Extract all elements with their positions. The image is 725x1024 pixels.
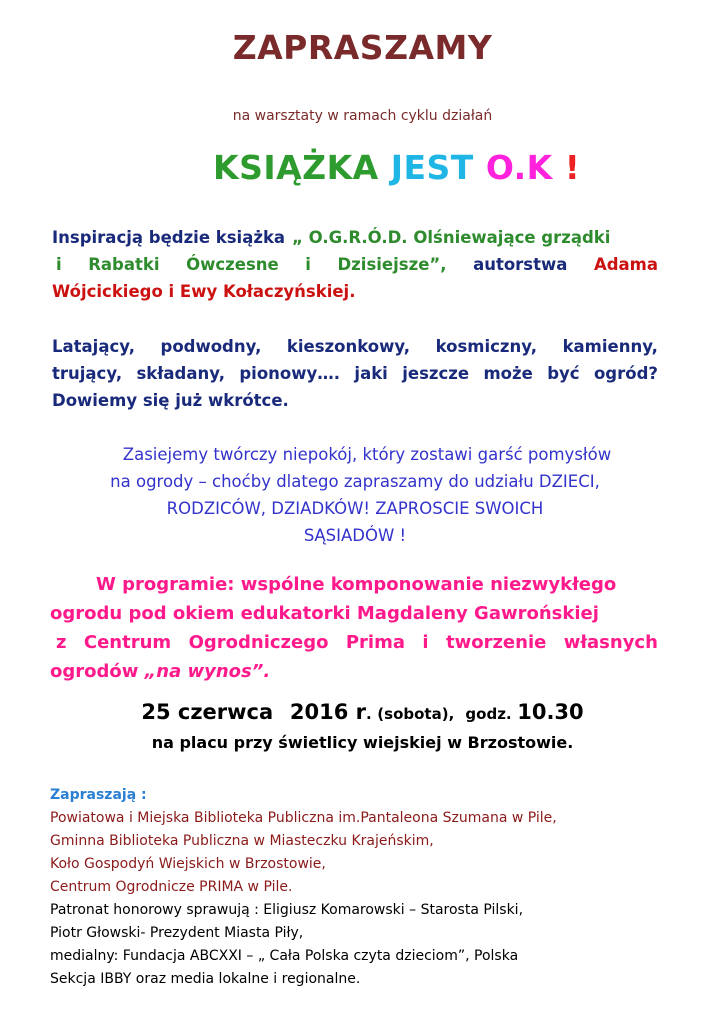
event-time-label: godz. (465, 705, 512, 723)
word: podwodny, (160, 337, 262, 356)
word: może (483, 364, 533, 383)
organizer-item: Koło Gospodyń Wiejskich w Brzostowie, (50, 856, 326, 872)
headline-word-ksiazka: KSIĄŻKA (213, 148, 379, 187)
book-title-fragment: „ O.G.R.Ó.D. Olśniewające grządki (292, 228, 611, 247)
organizer-item: Gminna Biblioteka Publiczna w Miasteczku Krajeńskim, (50, 833, 434, 849)
book-title-word: i (56, 255, 62, 274)
paragraph-invitation (40, 441, 670, 549)
paragraph-line (52, 333, 658, 360)
book-title-word: i (305, 255, 311, 274)
patronage-line: medialny: Fundacja ABCXXI – „ Cała Polska czyta dzieciom”, Polska (50, 948, 519, 964)
subtitle: na warsztaty w ramach cyklu działań (232, 108, 493, 124)
word: własnych (563, 632, 658, 653)
text-italic-fragment: „na wynos”. (144, 661, 271, 682)
paragraph-line: RODZICÓW, DZIADKÓW! ZAPROSCIE SWOICH (166, 499, 544, 518)
patronage-line: Sekcja IBBY oraz media lokalne i regionalne. (50, 971, 361, 987)
text-word: autorstwa (473, 255, 568, 274)
event-weekday: (sobota), (377, 705, 455, 723)
word: tworzenie (445, 632, 547, 653)
paragraph-line (50, 657, 658, 686)
word: Centrum (83, 632, 172, 653)
event-time: 10.30 (517, 700, 584, 724)
word: kieszonkowy, (286, 337, 411, 356)
author-word: Adama (593, 255, 658, 274)
page-title: ZAPRASZAMY (232, 28, 493, 67)
word: Prima (345, 632, 406, 653)
organizer-item: Powiatowa i Miejska Biblioteka Publiczna im.Pantaleona Szumana w Pile, (50, 810, 557, 826)
event-year: 2016 r (289, 700, 367, 724)
word: kosmiczny, (435, 337, 538, 356)
text: Dowiemy się już wkrótce. (52, 391, 289, 410)
word: ogród? (593, 364, 658, 383)
paragraph-line: SĄSIADÓW ! (303, 526, 407, 545)
paragraph-line (52, 387, 658, 414)
headline-exclamation: ! (564, 148, 581, 187)
event-year-dot: . (366, 705, 372, 723)
patronage-line: Piotr Głowski- Prezydent Miasta Piły, (50, 925, 304, 941)
event-place: na placu przy świetlicy wiejskiej w Brzostowie. (151, 733, 574, 752)
paragraph-line: W programie: wspólne komponowanie niezwykłego (96, 574, 617, 595)
word: jaki (354, 364, 388, 383)
text-fragment: ogrodów (50, 661, 139, 682)
event-date-line (0, 700, 725, 724)
paragraph-line: ogrodu pod okiem edukatorki Magdaleny Gawrońskiej (50, 603, 599, 624)
word: z (56, 632, 67, 653)
word: kamienny, (562, 337, 658, 356)
text-fragment: Inspiracją będzie książka (52, 228, 286, 247)
paragraph-program (50, 570, 658, 686)
book-title-word: Ówczesne (186, 255, 279, 274)
paragraph-line: na ogrody – choćby dlatego zapraszamy do udziału DZIECI, (110, 472, 600, 491)
book-title-word: Rabatki (88, 255, 160, 274)
paragraph-inspiration (52, 224, 658, 305)
paragraph-garden-types (52, 333, 658, 414)
word: być (547, 364, 580, 383)
paragraph-line (52, 360, 658, 387)
organizers-section (50, 784, 557, 991)
paragraph-line (52, 251, 658, 278)
headline-word-ok: O.K (485, 148, 553, 187)
organizers-heading: Zapraszają : (50, 787, 147, 803)
headline (213, 148, 580, 187)
patronage-line: Patronat honorowy sprawują : Eligiusz Komarowski – Starosta Pilski, (50, 902, 524, 918)
word: Ogrodniczego (188, 632, 329, 653)
event-date: 25 czerwca (141, 700, 274, 724)
headline-word-jest: JEST (390, 148, 474, 187)
word: trujący, (52, 364, 123, 383)
paragraph-line (52, 224, 658, 251)
organizer-item: Centrum Ogrodnicze PRIMA w Pile. (50, 879, 293, 895)
paragraph-line (52, 278, 658, 305)
word: Latający, (52, 337, 135, 356)
word: i (422, 632, 429, 653)
author-names: Wójcickiego i Ewy Kołaczyńskiej. (52, 282, 356, 301)
paragraph-line: Zasiejemy twórczy niepokój, który zostawi garść pomysłów (122, 445, 612, 464)
book-title-word: Dzisiejsze”, (337, 255, 447, 274)
word: jeszcze (402, 364, 470, 383)
word: składany, (136, 364, 225, 383)
word: pionowy…. (239, 364, 341, 383)
paragraph-line (50, 628, 658, 657)
